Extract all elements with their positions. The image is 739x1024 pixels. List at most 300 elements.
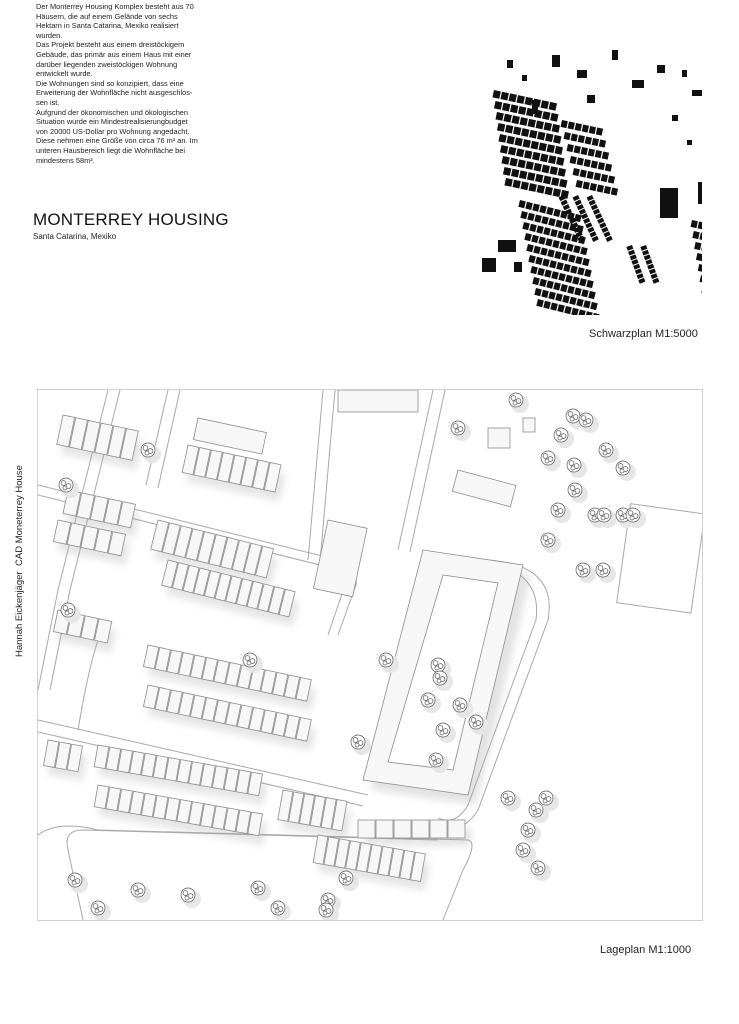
building xyxy=(699,232,702,240)
building xyxy=(508,93,516,102)
building xyxy=(545,133,553,142)
building xyxy=(587,171,594,179)
building xyxy=(546,207,554,215)
building xyxy=(523,418,535,432)
building xyxy=(505,125,513,134)
building xyxy=(500,92,508,101)
building xyxy=(698,221,702,229)
building xyxy=(692,231,699,239)
building xyxy=(584,269,592,277)
lageplan-frame xyxy=(37,389,703,921)
tree-leaf xyxy=(135,891,139,895)
tree-leaf xyxy=(503,794,508,799)
building xyxy=(557,231,565,239)
building xyxy=(694,242,701,250)
building xyxy=(516,148,524,157)
building xyxy=(568,254,576,262)
building xyxy=(492,90,500,99)
building xyxy=(672,115,678,121)
building xyxy=(542,165,550,174)
building xyxy=(513,126,521,135)
tree-leaf xyxy=(438,726,443,731)
building xyxy=(536,225,544,233)
intro-line: Das Projekt besteht aus einem dreistöckigem xyxy=(36,40,185,50)
building xyxy=(540,154,548,163)
tree-leaf xyxy=(245,656,250,661)
building xyxy=(560,284,568,292)
building xyxy=(488,428,510,448)
building xyxy=(564,232,572,240)
building xyxy=(548,291,556,299)
building xyxy=(482,258,496,272)
building xyxy=(542,111,550,120)
tree-leaf xyxy=(453,424,458,429)
building xyxy=(595,150,602,158)
building xyxy=(537,185,545,194)
tree-symbol xyxy=(351,735,371,755)
building xyxy=(567,144,574,152)
building xyxy=(579,278,587,286)
building xyxy=(608,175,615,183)
building xyxy=(543,176,551,185)
tree-symbol xyxy=(509,393,529,413)
building xyxy=(583,300,591,308)
building xyxy=(687,140,692,145)
building xyxy=(573,245,581,253)
tree-leaf xyxy=(511,396,516,401)
house xyxy=(430,820,447,838)
tree-leaf xyxy=(553,506,558,511)
tree-leaf xyxy=(505,799,509,803)
building xyxy=(570,156,577,164)
building xyxy=(590,302,598,310)
building xyxy=(534,288,542,296)
building xyxy=(547,249,555,257)
building xyxy=(539,205,547,213)
building xyxy=(571,308,579,315)
tree-leaf xyxy=(603,451,607,455)
building xyxy=(638,278,645,284)
building xyxy=(537,132,545,141)
tree-leaf xyxy=(255,889,259,893)
side-label-author: Hannah Eickenjäger xyxy=(14,571,25,657)
building xyxy=(576,180,583,188)
tree-leaf xyxy=(572,491,576,495)
tree-leaf xyxy=(520,851,524,855)
building xyxy=(572,276,580,284)
tree-leaf xyxy=(93,904,98,909)
tree-leaf xyxy=(61,481,66,486)
building xyxy=(552,55,560,67)
building xyxy=(506,136,514,145)
building xyxy=(509,158,517,167)
building xyxy=(551,271,559,279)
tree-symbol xyxy=(551,503,571,523)
tree-leaf xyxy=(525,831,529,835)
building xyxy=(568,121,575,129)
building xyxy=(522,75,527,81)
tree-symbol xyxy=(68,873,88,893)
building xyxy=(502,103,510,112)
building xyxy=(550,229,558,237)
page-title: MONTERREY HOUSING xyxy=(33,210,229,229)
tree-leaf xyxy=(473,723,477,727)
building xyxy=(585,136,592,144)
building xyxy=(574,287,582,295)
tree-leaf xyxy=(630,516,634,520)
building xyxy=(559,242,567,250)
tree-leaf xyxy=(570,417,574,421)
building-row xyxy=(626,245,645,284)
building xyxy=(651,273,658,279)
tree-leaf xyxy=(570,486,575,491)
building-row xyxy=(700,275,702,292)
tree-symbol xyxy=(616,461,636,481)
tree-leaf xyxy=(321,906,326,911)
building xyxy=(507,60,513,68)
tree-leaf xyxy=(599,511,604,516)
intro-line: Erweiterung der Wohnfläche nicht ausgeschlos- xyxy=(36,88,193,98)
building xyxy=(564,306,572,314)
tree-leaf xyxy=(523,826,528,831)
building xyxy=(541,290,549,298)
building xyxy=(534,214,542,222)
tree-leaf xyxy=(323,896,328,901)
building xyxy=(682,70,687,77)
tree-leaf xyxy=(63,606,68,611)
tree-leaf xyxy=(323,911,327,915)
building xyxy=(517,95,525,104)
building xyxy=(582,258,590,266)
tree-symbol xyxy=(501,791,521,811)
building xyxy=(498,134,506,143)
tree-symbol xyxy=(576,563,596,583)
building xyxy=(561,120,568,128)
building xyxy=(581,289,589,297)
tree-leaf xyxy=(65,611,69,615)
intro-line: Der Monterrey Housing Komplex besteht aus 70 xyxy=(36,2,194,11)
building xyxy=(604,186,611,194)
building xyxy=(587,95,595,103)
building xyxy=(657,65,665,73)
building xyxy=(555,146,563,155)
building xyxy=(569,297,577,305)
building xyxy=(538,236,546,244)
building xyxy=(525,97,533,106)
lageplan-figure xyxy=(38,390,702,920)
building xyxy=(520,181,528,190)
building xyxy=(541,100,549,109)
building xyxy=(511,169,519,178)
tree-leaf xyxy=(343,879,347,883)
tree-leaf xyxy=(383,661,387,665)
road-line xyxy=(158,390,180,488)
building xyxy=(494,101,502,110)
building xyxy=(544,269,552,277)
building xyxy=(534,163,542,172)
house xyxy=(448,820,465,838)
building xyxy=(577,157,584,165)
tree-leaf xyxy=(569,461,574,466)
building xyxy=(574,145,581,153)
building xyxy=(514,262,522,272)
tree-leaf xyxy=(471,718,476,723)
tree-leaf xyxy=(583,421,587,425)
intro-line: Hektarn in Santa Catarina, Mexiko realisiert xyxy=(36,21,179,31)
tree-leaf xyxy=(581,416,586,421)
building xyxy=(586,280,594,288)
tree-leaf xyxy=(247,661,251,665)
tree-symbol xyxy=(579,413,599,433)
building xyxy=(503,114,511,123)
tree-leaf xyxy=(341,874,346,879)
building xyxy=(544,122,552,131)
building xyxy=(501,156,509,165)
tree-symbol xyxy=(91,901,111,920)
building xyxy=(536,121,544,130)
page-subtitle: Santa Catarina, Mexiko xyxy=(33,232,117,241)
tree-leaf xyxy=(95,909,99,913)
building xyxy=(562,295,570,303)
tree-symbol xyxy=(516,843,536,863)
building xyxy=(564,132,571,140)
building xyxy=(533,246,541,254)
tree-symbol xyxy=(554,428,574,448)
tree-leaf xyxy=(275,909,279,913)
tree-leaf xyxy=(545,541,549,545)
tree-symbol xyxy=(271,901,291,920)
building xyxy=(532,203,540,211)
tree-leaf xyxy=(433,761,437,765)
tree-leaf xyxy=(601,446,606,451)
tree-leaf xyxy=(545,459,549,463)
building xyxy=(692,90,702,96)
building xyxy=(589,126,596,134)
building xyxy=(599,139,606,147)
building xyxy=(545,187,553,196)
building xyxy=(585,311,593,315)
building xyxy=(698,264,702,272)
building xyxy=(549,260,557,268)
building xyxy=(537,268,545,276)
intro-line: Häusern, die auf einem Gelände von sechs xyxy=(36,11,178,21)
building xyxy=(500,145,508,154)
building xyxy=(640,245,647,251)
building xyxy=(605,163,612,171)
building xyxy=(525,202,533,210)
intro-line: wurden. xyxy=(36,30,63,40)
tree-leaf xyxy=(425,701,429,705)
building xyxy=(528,255,536,263)
side-label-cad: CAD Moneterrey House xyxy=(14,465,25,566)
tree-leaf xyxy=(580,571,584,575)
house-row xyxy=(43,740,82,772)
tree-leaf xyxy=(571,466,575,470)
building xyxy=(565,275,573,283)
building xyxy=(575,256,583,264)
building xyxy=(575,123,582,131)
building xyxy=(567,286,575,294)
intro-line: sen ist. xyxy=(36,97,60,107)
building xyxy=(510,104,518,113)
intro-text xyxy=(36,2,218,165)
intro-line: von 20000 US-Dollar pro Wohnung angedacht. xyxy=(36,126,190,136)
building xyxy=(532,100,538,114)
tree-leaf xyxy=(455,429,459,433)
building xyxy=(504,178,512,187)
building xyxy=(529,130,537,139)
tree-leaf xyxy=(145,451,149,455)
schwarzplan-caption: Schwarzplan M1:5000 xyxy=(589,328,698,340)
tree-leaf xyxy=(63,486,67,490)
building xyxy=(535,257,543,265)
tree-leaf xyxy=(600,571,604,575)
building xyxy=(539,279,547,287)
building xyxy=(512,180,520,189)
building xyxy=(578,135,585,143)
building xyxy=(612,50,618,60)
building xyxy=(570,265,578,273)
building xyxy=(566,243,574,251)
tree-symbol xyxy=(521,823,541,843)
tree-leaf xyxy=(423,696,428,701)
building xyxy=(696,253,702,261)
building xyxy=(543,301,551,309)
tree-leaf xyxy=(531,806,536,811)
road-line xyxy=(146,390,168,485)
building xyxy=(592,138,599,146)
tree-leaf xyxy=(543,799,547,803)
building xyxy=(557,304,565,312)
building xyxy=(535,174,543,183)
building xyxy=(580,247,588,255)
house xyxy=(358,820,375,838)
intro-line: unteren Hausbereich liegt die Wohnfläche bei xyxy=(36,145,186,155)
building xyxy=(591,160,598,168)
building xyxy=(524,150,532,159)
tree-symbol xyxy=(568,483,588,503)
building xyxy=(543,227,551,235)
building xyxy=(563,264,571,272)
building xyxy=(540,247,548,255)
schwarzplan-figure xyxy=(232,0,702,315)
tree-symbol xyxy=(251,881,271,901)
tree-symbol xyxy=(59,478,79,498)
building xyxy=(580,169,587,177)
house xyxy=(376,820,393,838)
tree-leaf xyxy=(457,706,461,710)
building xyxy=(552,124,560,133)
tree-leaf xyxy=(620,469,624,473)
building xyxy=(626,245,633,251)
tree-leaf xyxy=(440,731,444,735)
tree-symbol xyxy=(599,443,619,463)
building xyxy=(573,168,580,176)
building xyxy=(577,267,585,275)
building xyxy=(521,128,529,137)
building xyxy=(598,162,605,170)
tree-leaf xyxy=(592,516,596,520)
building xyxy=(590,183,597,191)
building xyxy=(645,259,652,265)
building xyxy=(550,113,558,122)
tree-leaf xyxy=(533,864,538,869)
tree-leaf xyxy=(618,511,623,516)
building xyxy=(700,275,702,283)
building xyxy=(527,172,535,181)
building xyxy=(583,181,590,189)
building xyxy=(547,144,555,153)
tree-leaf xyxy=(353,738,358,743)
building xyxy=(571,133,578,141)
house xyxy=(412,820,429,838)
building xyxy=(551,177,559,186)
building xyxy=(637,273,644,279)
tree-leaf xyxy=(558,436,562,440)
building xyxy=(552,240,560,248)
intro-line: Diese nehmen eine Größe von circa 76 m² an. Im xyxy=(36,136,198,146)
tree-leaf xyxy=(435,666,439,670)
tree-leaf xyxy=(541,794,546,799)
tree-leaf xyxy=(535,869,539,873)
tree-leaf xyxy=(185,896,189,900)
tree-leaf xyxy=(556,431,561,436)
tree-leaf xyxy=(518,846,523,851)
tree-leaf xyxy=(143,446,148,451)
intro-line: Gebäude, das primär aus einem Haus mit einer xyxy=(36,49,192,59)
building xyxy=(523,139,531,148)
tree-leaf xyxy=(431,756,436,761)
building xyxy=(698,182,702,204)
building xyxy=(528,119,536,128)
building xyxy=(497,123,505,132)
building xyxy=(577,70,587,78)
building xyxy=(596,127,603,135)
building xyxy=(701,286,702,294)
building-row xyxy=(640,245,659,284)
tree-leaf xyxy=(578,566,583,571)
building xyxy=(518,200,526,208)
building xyxy=(584,159,591,167)
building xyxy=(529,183,537,192)
building xyxy=(554,251,562,259)
tree-leaf xyxy=(435,674,440,679)
building xyxy=(561,253,569,261)
building xyxy=(524,233,532,241)
building xyxy=(562,221,570,229)
tree-leaf xyxy=(273,904,278,909)
building xyxy=(531,141,539,150)
building xyxy=(555,220,563,228)
building xyxy=(520,211,528,219)
building xyxy=(511,115,519,124)
tree-leaf xyxy=(253,884,258,889)
tree-leaf xyxy=(72,881,76,885)
building xyxy=(546,280,554,288)
building xyxy=(691,220,698,228)
tree-leaf xyxy=(437,679,441,683)
building xyxy=(588,291,596,299)
tree-symbol xyxy=(596,563,616,583)
building xyxy=(526,244,534,252)
building xyxy=(539,143,547,152)
building xyxy=(635,268,642,274)
building xyxy=(628,250,635,256)
building xyxy=(508,147,516,156)
intro-line: Situation wurde ein Mindestrealisierungbudget xyxy=(36,117,188,127)
tree-symbol xyxy=(141,443,161,463)
building xyxy=(514,137,522,146)
